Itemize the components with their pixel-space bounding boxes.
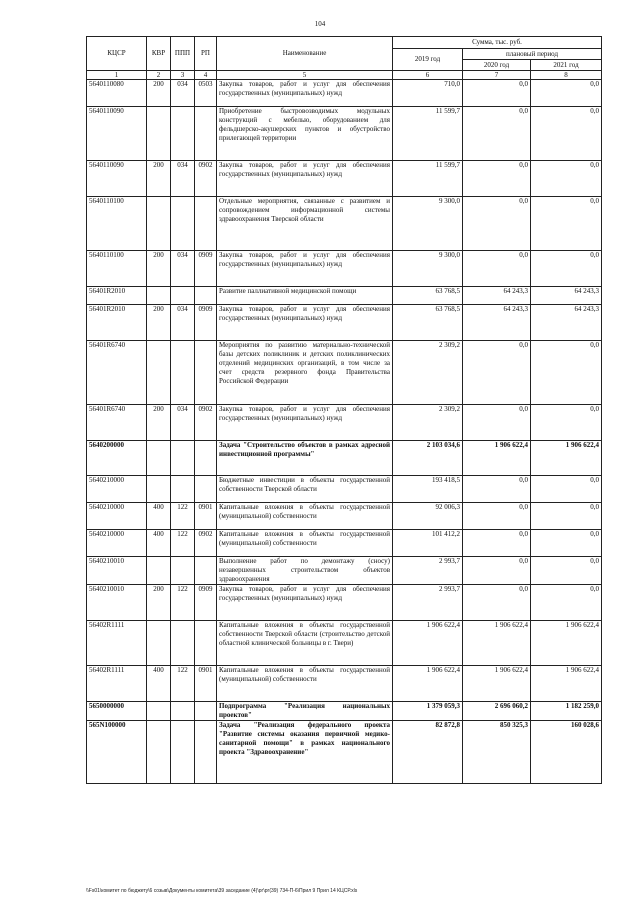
cell-2021: 0,0 [531, 405, 602, 441]
cell-kcsr: 56401R6740 [87, 341, 147, 405]
cell-rp: 0902 [195, 405, 217, 441]
cell-rp: 0902 [195, 530, 217, 557]
cell-2021: 0,0 [531, 197, 602, 251]
cell-2021: 0,0 [531, 80, 602, 107]
cell-name: Задача "Реализация федерального проекта "Развитие системы оказания первичной медико-санитарной помощи" в рамках национального проекта "Здравоохранение" [217, 721, 393, 784]
cell-2020: 0,0 [463, 585, 531, 621]
cell-2020: 0,0 [463, 161, 531, 197]
cell-kvr: 200 [147, 251, 171, 287]
cell-rp [195, 107, 217, 161]
col-number: 3 [171, 71, 195, 80]
cell-2019: 710,0 [393, 80, 463, 107]
cell-2019: 11 599,7 [393, 161, 463, 197]
cell-2021: 1 182 259,0 [531, 702, 602, 721]
cell-rp: 0901 [195, 666, 217, 702]
cell-kvr [147, 621, 171, 666]
cell-2019: 63 768,5 [393, 287, 463, 305]
header-2021: 2021 год [531, 60, 602, 71]
table-row [87, 530, 602, 557]
cell-2021: 0,0 [531, 476, 602, 503]
table-row [87, 702, 602, 721]
cell-kcsr: 56402R1111 [87, 666, 147, 702]
cell-2019: 2 993,7 [393, 585, 463, 621]
header-2019: 2019 год [393, 49, 463, 71]
cell-ppp: 122 [171, 585, 195, 621]
cell-2019: 2 309,2 [393, 341, 463, 405]
cell-2019: 2 103 034,6 [393, 441, 463, 476]
cell-ppp [171, 557, 195, 585]
col-number: 2 [147, 71, 171, 80]
header-kcsr: КЦСР [87, 37, 147, 71]
cell-kvr: 400 [147, 503, 171, 530]
cell-name: Бюджетные инвестиции в объекты государственной собственности Тверской области [217, 476, 393, 503]
cell-name: Выполнение работ по демонтажу (сносу) незавершенных строительством объектов здравоохранения [217, 557, 393, 585]
cell-2019: 9 300,0 [393, 197, 463, 251]
cell-kcsr: 5640110090 [87, 107, 147, 161]
cell-kvr: 400 [147, 530, 171, 557]
cell-name: Мероприятия по развитию материально-технической базы детских поликлиник и детских поликлинических отделений медицинских организаций, в том числе за счет средств резервного фонда Правительства Российской Федерации [217, 341, 393, 405]
cell-kcsr: 56401R2010 [87, 305, 147, 341]
cell-rp: 0909 [195, 251, 217, 287]
cell-2020: 64 243,3 [463, 305, 531, 341]
cell-name: Приобретение быстровозводимых модульных конструкций с мебелью, оборудованием для фельдшерско-акушерских пунктов и обустройство прилегающей территории [217, 107, 393, 161]
cell-kcsr: 5640210010 [87, 557, 147, 585]
cell-2020: 0,0 [463, 476, 531, 503]
table-row [87, 405, 602, 441]
cell-name: Закупка товаров, работ и услуг для обеспечения государственных (муниципальных) нужд [217, 161, 393, 197]
cell-2020: 0,0 [463, 503, 531, 530]
header-kvr: КВР [147, 37, 171, 71]
table-row [87, 305, 602, 341]
table-body [87, 80, 602, 784]
table-row [87, 197, 602, 251]
cell-kcsr: 5640110100 [87, 251, 147, 287]
cell-rp [195, 557, 217, 585]
table-row [87, 503, 602, 530]
cell-ppp [171, 721, 195, 784]
cell-ppp [171, 441, 195, 476]
cell-kvr: 200 [147, 305, 171, 341]
cell-2019: 63 768,5 [393, 305, 463, 341]
cell-kvr [147, 702, 171, 721]
cell-2019: 1 906 622,4 [393, 621, 463, 666]
cell-2021: 0,0 [531, 530, 602, 557]
cell-2021: 0,0 [531, 251, 602, 287]
table-row [87, 107, 602, 161]
table-row [87, 287, 602, 305]
cell-ppp [171, 702, 195, 721]
cell-2019: 82 872,8 [393, 721, 463, 784]
cell-rp: 0902 [195, 161, 217, 197]
cell-2020: 1 906 622,4 [463, 666, 531, 702]
table-row [87, 721, 602, 784]
cell-ppp [171, 107, 195, 161]
cell-name: Закупка товаров, работ и услуг для обеспечения государственных (муниципальных) нужд [217, 251, 393, 287]
cell-rp [195, 621, 217, 666]
cell-ppp: 034 [171, 305, 195, 341]
cell-2021: 0,0 [531, 107, 602, 161]
cell-rp [195, 721, 217, 784]
cell-kvr: 400 [147, 666, 171, 702]
cell-kcsr: 5650000000 [87, 702, 147, 721]
cell-2019: 2 309,2 [393, 405, 463, 441]
col-number: 8 [531, 71, 602, 80]
table-row [87, 251, 602, 287]
column-number-row [87, 71, 602, 80]
cell-2020: 1 906 622,4 [463, 621, 531, 666]
cell-name: Закупка товаров, работ и услуг для обеспечения государственных (муниципальных) нужд [217, 305, 393, 341]
cell-ppp: 034 [171, 405, 195, 441]
table-row [87, 441, 602, 476]
cell-2021: 1 906 622,4 [531, 441, 602, 476]
table-row [87, 341, 602, 405]
header-name: Наименование [217, 37, 393, 71]
table-row [87, 621, 602, 666]
cell-rp: 0909 [195, 585, 217, 621]
cell-kvr: 200 [147, 80, 171, 107]
cell-2019: 193 418,5 [393, 476, 463, 503]
cell-name: Капитальные вложения в объекты государственной (муниципальной) собственности [217, 530, 393, 557]
cell-kvr [147, 287, 171, 305]
header-sum: Сумма, тыс. руб. [393, 37, 602, 49]
cell-2021: 1 906 622,4 [531, 666, 602, 702]
cell-2020: 0,0 [463, 530, 531, 557]
cell-2020: 850 325,3 [463, 721, 531, 784]
col-number: 5 [217, 71, 393, 80]
cell-2021: 0,0 [531, 557, 602, 585]
header-ppp: ППП [171, 37, 195, 71]
cell-2019: 9 300,0 [393, 251, 463, 287]
page-number: 104 [314, 20, 326, 28]
cell-ppp: 034 [171, 251, 195, 287]
cell-name: Закупка товаров, работ и услуг для обеспечения государственных (муниципальных) нужд [217, 405, 393, 441]
cell-2021: 64 243,3 [531, 287, 602, 305]
budget-table [86, 36, 602, 784]
table-row [87, 557, 602, 585]
cell-2019: 92 006,3 [393, 503, 463, 530]
cell-2021: 0,0 [531, 341, 602, 405]
cell-kcsr: 5640210000 [87, 503, 147, 530]
cell-2019: 1 906 622,4 [393, 666, 463, 702]
table-header [87, 37, 602, 80]
cell-kcsr: 56401R2010 [87, 287, 147, 305]
cell-kcsr: 565N100000 [87, 721, 147, 784]
cell-kvr [147, 107, 171, 161]
table-row [87, 161, 602, 197]
cell-kvr [147, 557, 171, 585]
cell-ppp: 122 [171, 503, 195, 530]
cell-ppp: 122 [171, 666, 195, 702]
cell-kcsr: 5640110080 [87, 80, 147, 107]
cell-name: Задача "Строительство объектов в рамках адресной инвестиционной программы" [217, 441, 393, 476]
cell-rp: 0503 [195, 80, 217, 107]
cell-rp [195, 341, 217, 405]
cell-kvr [147, 441, 171, 476]
cell-rp [195, 441, 217, 476]
cell-name: Подпрограмма "Реализация национальных проектов" [217, 702, 393, 721]
cell-name: Капитальные вложения в объекты государственной собственности Тверской области (строительство детской областной клинической больницы в г. Твери) [217, 621, 393, 666]
cell-2021: 0,0 [531, 585, 602, 621]
table-row [87, 585, 602, 621]
cell-2020: 0,0 [463, 251, 531, 287]
table-row [87, 80, 602, 107]
cell-kvr [147, 197, 171, 251]
cell-name: Капитальные вложения в объекты государственной (муниципальной) собственности [217, 503, 393, 530]
cell-ppp [171, 341, 195, 405]
table-row [87, 476, 602, 503]
cell-ppp [171, 287, 195, 305]
cell-kcsr: 5640210010 [87, 585, 147, 621]
cell-2021: 1 906 622,4 [531, 621, 602, 666]
cell-kcsr: 56402R1111 [87, 621, 147, 666]
cell-2020: 0,0 [463, 341, 531, 405]
cell-ppp [171, 197, 195, 251]
cell-ppp: 034 [171, 161, 195, 197]
cell-2019: 101 412,2 [393, 530, 463, 557]
col-number: 4 [195, 71, 217, 80]
cell-name: Закупка товаров, работ и услуг для обеспечения государственных (муниципальных) нужд [217, 585, 393, 621]
cell-kcsr: 5640210000 [87, 530, 147, 557]
cell-2020: 0,0 [463, 80, 531, 107]
header-2020: 2020 год [463, 60, 531, 71]
cell-ppp [171, 476, 195, 503]
file-path-footer: \\Fs01\комитет по бюджету\6 созыв\Документы комитета\39 заседание (4)\рг\рг(39) 734-П-6\Прил 9 Прил 14 КЦСР.xls [86, 888, 358, 894]
col-number: 7 [463, 71, 531, 80]
cell-rp [195, 702, 217, 721]
cell-kvr [147, 476, 171, 503]
header-rp: РП [195, 37, 217, 71]
cell-kcsr: 5640110100 [87, 197, 147, 251]
cell-kcsr: 5640210000 [87, 476, 147, 503]
cell-2020: 0,0 [463, 405, 531, 441]
cell-2019: 1 379 059,3 [393, 702, 463, 721]
cell-ppp: 122 [171, 530, 195, 557]
col-number: 6 [393, 71, 463, 80]
cell-kvr [147, 721, 171, 784]
cell-name: Развитие паллиативной медицинской помощи [217, 287, 393, 305]
cell-kvr: 200 [147, 161, 171, 197]
cell-kcsr: 5640110090 [87, 161, 147, 197]
cell-2021: 0,0 [531, 161, 602, 197]
col-number: 1 [87, 71, 147, 80]
cell-ppp [171, 621, 195, 666]
cell-2021: 64 243,3 [531, 305, 602, 341]
cell-name: Закупка товаров, работ и услуг для обеспечения государственных (муниципальных) нужд [217, 80, 393, 107]
cell-rp [195, 476, 217, 503]
cell-name: Капитальные вложения в объекты государственной (муниципальной) собственности [217, 666, 393, 702]
cell-rp [195, 287, 217, 305]
cell-kvr: 200 [147, 585, 171, 621]
cell-2020: 2 696 060,2 [463, 702, 531, 721]
cell-name: Отдельные мероприятия, связанные с развитием и сопровождением информационной системы здравоохранения Тверской области [217, 197, 393, 251]
cell-2021: 160 028,6 [531, 721, 602, 784]
cell-2020: 0,0 [463, 197, 531, 251]
cell-rp: 0909 [195, 305, 217, 341]
cell-2019: 2 993,7 [393, 557, 463, 585]
table-row [87, 666, 602, 702]
cell-ppp: 034 [171, 80, 195, 107]
cell-2020: 1 906 622,4 [463, 441, 531, 476]
cell-2019: 11 599,7 [393, 107, 463, 161]
cell-2020: 64 243,3 [463, 287, 531, 305]
cell-rp: 0901 [195, 503, 217, 530]
cell-kvr: 200 [147, 405, 171, 441]
cell-2020: 0,0 [463, 557, 531, 585]
cell-kvr [147, 341, 171, 405]
header-planned: плановый период [463, 49, 602, 60]
cell-2020: 0,0 [463, 107, 531, 161]
cell-rp [195, 197, 217, 251]
cell-kcsr: 5640200000 [87, 441, 147, 476]
cell-kcsr: 56401R6740 [87, 405, 147, 441]
cell-2021: 0,0 [531, 503, 602, 530]
